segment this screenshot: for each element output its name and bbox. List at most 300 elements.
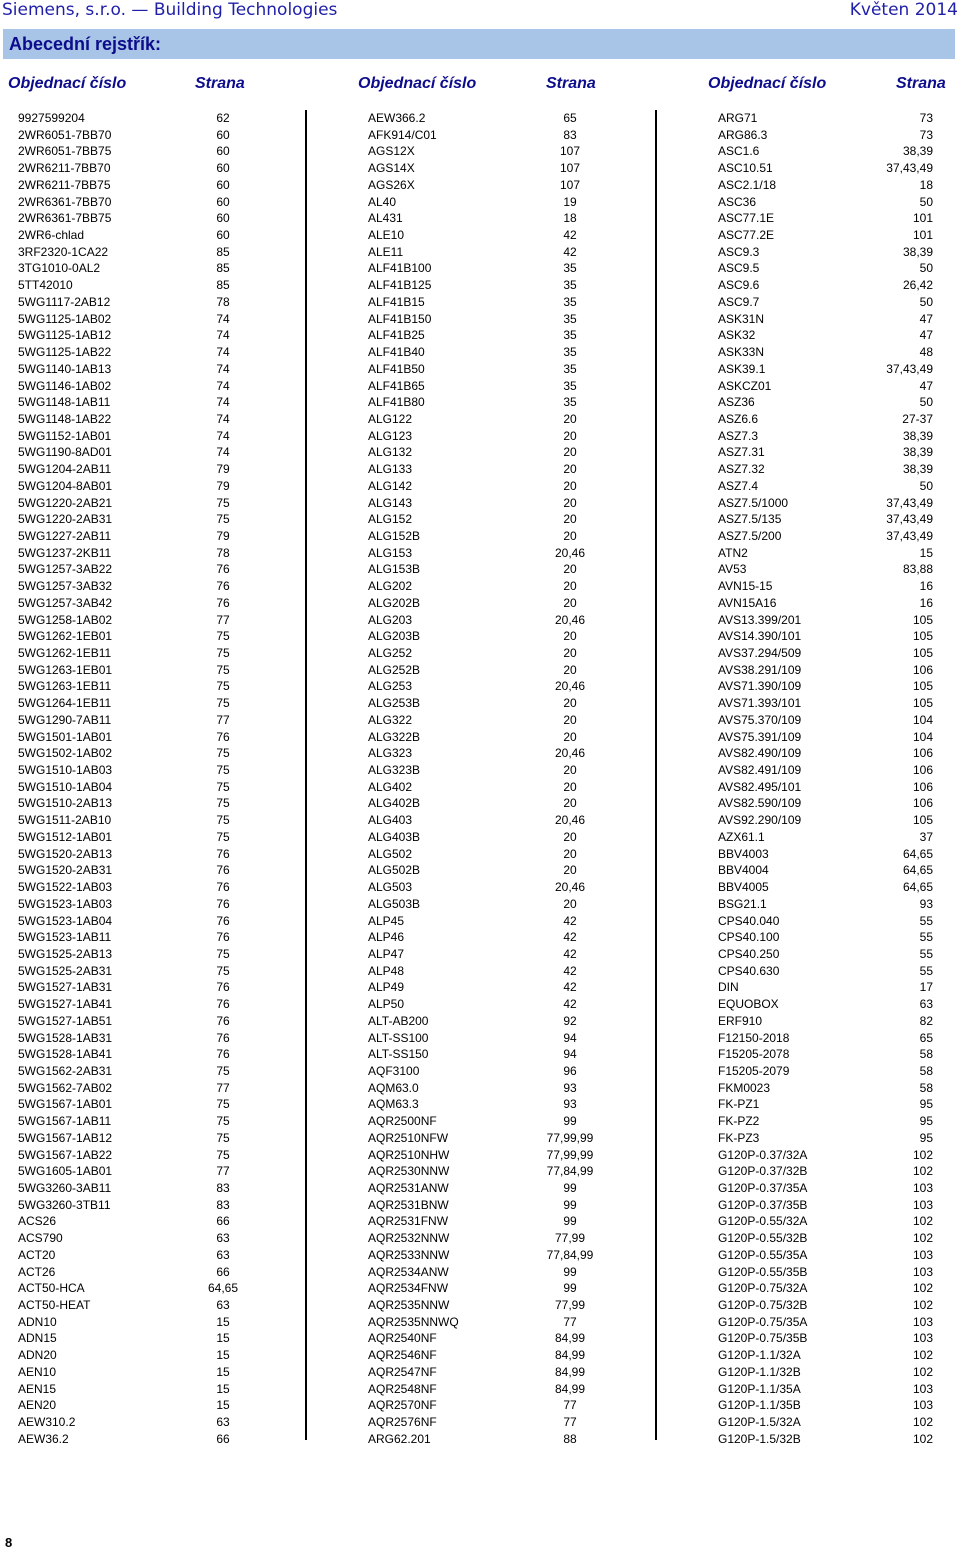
index-entry bbox=[718, 862, 953, 879]
index-entry bbox=[368, 444, 628, 461]
index-entry bbox=[18, 1080, 248, 1097]
page-reference: 20 bbox=[563, 896, 577, 911]
page-reference: 20,46 bbox=[554, 679, 586, 694]
order-number: ALT-SS150 bbox=[368, 1047, 429, 1062]
order-number: 5WG1527-1AB41 bbox=[18, 997, 113, 1012]
order-number: 5WG1523-1AB04 bbox=[18, 913, 113, 928]
order-number: 5WG1148-1AB22 bbox=[18, 411, 112, 426]
order-number: ASK31N bbox=[718, 311, 765, 326]
order-number: G120P-0.55/32B bbox=[718, 1231, 808, 1246]
index-entry bbox=[18, 1247, 248, 1264]
page-reference: 77,99 bbox=[554, 1231, 586, 1246]
order-number: AQR2548NF bbox=[368, 1381, 437, 1396]
index-entry bbox=[718, 1080, 953, 1097]
order-number: 5WG1523-1AB03 bbox=[18, 896, 113, 911]
order-number: CPS40.630 bbox=[718, 963, 780, 978]
order-number: G120P-0.75/32B bbox=[718, 1298, 808, 1313]
page-reference: 107 bbox=[559, 177, 581, 192]
order-number: AVS82.590/109 bbox=[718, 796, 802, 811]
index-entry bbox=[18, 528, 248, 545]
page-reference: 76 bbox=[216, 1047, 230, 1062]
index-entry bbox=[18, 1013, 248, 1030]
order-number: ALF41B150 bbox=[368, 311, 432, 326]
index-entry bbox=[368, 1330, 628, 1347]
index-column-2 bbox=[368, 110, 628, 1448]
index-entry bbox=[718, 428, 953, 445]
index-entry bbox=[718, 244, 953, 261]
order-number: AEW36.2 bbox=[18, 1431, 69, 1446]
order-number: ALG203 bbox=[368, 612, 413, 627]
index-entry bbox=[18, 1280, 248, 1297]
order-number: ASZ36 bbox=[718, 395, 755, 410]
index-entry bbox=[18, 1130, 248, 1147]
order-number: ALF41B100 bbox=[368, 261, 432, 276]
order-number: G120P-0.75/32A bbox=[718, 1281, 808, 1296]
index-entry bbox=[718, 829, 953, 846]
page-reference: 76 bbox=[216, 880, 230, 895]
page-reference: 75 bbox=[216, 696, 230, 711]
page-reference: 76 bbox=[216, 980, 230, 995]
page-reference: 99 bbox=[563, 1181, 577, 1195]
page-reference: 58 bbox=[919, 1063, 933, 1078]
order-number: 5WG1152-1AB01 bbox=[18, 428, 112, 443]
order-number: AQR2500NF bbox=[368, 1114, 437, 1129]
index-entry bbox=[368, 143, 628, 160]
index-entry bbox=[718, 1280, 953, 1297]
order-number: ALP45 bbox=[368, 913, 405, 928]
order-number: ALG403B bbox=[368, 829, 421, 844]
order-number: 5WG1510-1AB03 bbox=[18, 763, 113, 778]
page-reference: 75 bbox=[216, 1097, 230, 1112]
page-reference: 105 bbox=[912, 646, 933, 660]
index-entry bbox=[718, 1330, 953, 1347]
order-number: ALP48 bbox=[368, 963, 405, 978]
page-reference: 37,43,49 bbox=[886, 361, 933, 376]
page-reference: 75 bbox=[216, 746, 230, 761]
order-number: ALT-SS100 bbox=[368, 1030, 429, 1045]
page-reference: 20 bbox=[563, 646, 577, 660]
order-number: 5WG1237-2KB11 bbox=[18, 545, 112, 560]
index-title-bar bbox=[3, 29, 955, 59]
page-reference: 104 bbox=[912, 712, 933, 727]
page-reference: 96 bbox=[563, 1063, 577, 1078]
order-number: ASC2.1/18 bbox=[718, 177, 777, 192]
index-entry bbox=[368, 729, 628, 746]
index-entry bbox=[718, 946, 953, 963]
order-number: AQR2510NFW bbox=[368, 1130, 449, 1145]
page-reference: 103 bbox=[912, 1314, 933, 1329]
index-entry bbox=[18, 311, 248, 328]
page-reference: 42 bbox=[563, 913, 577, 928]
page-reference: 20 bbox=[563, 863, 577, 878]
index-entry bbox=[18, 578, 248, 595]
index-entry bbox=[368, 695, 628, 712]
page-reference: 75 bbox=[216, 679, 230, 694]
column-header-1 bbox=[8, 75, 248, 97]
page-reference: 106 bbox=[912, 779, 933, 794]
order-number: AQR2540NF bbox=[368, 1331, 437, 1346]
index-entry bbox=[18, 745, 248, 762]
page-reference: 85 bbox=[216, 278, 230, 293]
order-number: ALG502 bbox=[368, 846, 413, 861]
order-number: ALG403 bbox=[368, 813, 413, 828]
order-number: 5WG1525-2AB31 bbox=[18, 963, 113, 978]
page-reference: 20 bbox=[563, 411, 577, 426]
index-entry bbox=[18, 260, 248, 277]
order-number: 5WG1263-1EB11 bbox=[18, 679, 112, 694]
order-number: FK-PZ1 bbox=[718, 1097, 760, 1112]
index-entry bbox=[18, 1314, 248, 1331]
index-entry bbox=[368, 160, 628, 177]
order-number: 5WG3260-3AB11 bbox=[18, 1181, 112, 1195]
page-reference: 99 bbox=[563, 1114, 577, 1129]
page-reference: 106 bbox=[912, 763, 933, 778]
index-entry bbox=[718, 528, 953, 545]
page-reference: 55 bbox=[919, 930, 933, 945]
page-reference: 82 bbox=[919, 1013, 933, 1028]
page-reference: 47 bbox=[919, 378, 933, 393]
order-number: 5TT42010 bbox=[18, 278, 73, 293]
order-number: BBV4005 bbox=[718, 880, 769, 895]
page-reference: 107 bbox=[559, 161, 581, 176]
page-reference: 78 bbox=[216, 545, 230, 560]
page-reference: 64,65 bbox=[902, 863, 933, 878]
page-reference: 83 bbox=[216, 1181, 230, 1195]
order-number: ARG86.3 bbox=[718, 127, 768, 142]
order-number: AVN15A16 bbox=[718, 595, 777, 610]
page-reference: 20 bbox=[563, 478, 577, 493]
page-reference: 50 bbox=[919, 194, 933, 209]
page-reference: 105 bbox=[912, 629, 933, 644]
index-entry bbox=[18, 829, 248, 846]
index-entry bbox=[718, 1197, 953, 1214]
index-title: Abecední rejstřík: bbox=[9, 34, 162, 54]
order-number: AVS13.399/201 bbox=[718, 612, 802, 627]
order-number: ALF41B25 bbox=[368, 328, 425, 343]
index-entry bbox=[18, 963, 248, 980]
index-entry bbox=[368, 628, 628, 645]
index-column-1 bbox=[18, 110, 248, 1448]
index-entry bbox=[18, 946, 248, 963]
index-entry bbox=[18, 996, 248, 1013]
index-entry bbox=[368, 1096, 628, 1113]
order-number: AQM63.3 bbox=[368, 1097, 419, 1112]
order-number: 5WG1511-2AB10 bbox=[18, 813, 112, 828]
index-entry bbox=[368, 1347, 628, 1364]
page-reference: 102 bbox=[912, 1231, 933, 1246]
order-number: AGS14X bbox=[368, 161, 415, 176]
order-number: ALG152 bbox=[368, 512, 413, 527]
order-number: 2WR6361-7BB75 bbox=[18, 211, 112, 226]
order-number: ALG502B bbox=[368, 863, 421, 878]
index-entry bbox=[718, 227, 953, 244]
index-entry bbox=[18, 478, 248, 495]
index-entry bbox=[718, 311, 953, 328]
order-number: 3TG1010-0AL2 bbox=[18, 261, 101, 276]
order-number: 5WG1567-1AB01 bbox=[18, 1097, 113, 1112]
order-number: 5WG1522-1AB03 bbox=[18, 880, 113, 895]
page-reference: 101 bbox=[912, 228, 933, 243]
page-reference: 37,43,49 bbox=[886, 512, 933, 527]
page-reference: 20 bbox=[563, 428, 577, 443]
page-reference: 20 bbox=[563, 846, 577, 861]
order-number: 5WG1528-1AB31 bbox=[18, 1030, 113, 1045]
index-entry bbox=[368, 1163, 628, 1180]
page-reference: 76 bbox=[216, 913, 230, 928]
index-entry bbox=[18, 1297, 248, 1314]
index-entry bbox=[368, 712, 628, 729]
page-header bbox=[0, 0, 960, 22]
order-number: ADN10 bbox=[18, 1314, 57, 1329]
index-entry bbox=[368, 1197, 628, 1214]
index-entry bbox=[718, 963, 953, 980]
index-entry bbox=[718, 1397, 953, 1414]
page-reference: 62 bbox=[216, 111, 230, 125]
order-number: ACT20 bbox=[18, 1247, 56, 1262]
page-reference: 16 bbox=[919, 579, 933, 594]
order-number: ASC77.2E bbox=[718, 228, 775, 243]
order-number: F15205-2079 bbox=[718, 1063, 790, 1078]
page-reference: 74 bbox=[216, 311, 230, 326]
page-reference: 77 bbox=[216, 712, 230, 727]
order-number: 5WG1528-1AB41 bbox=[18, 1047, 113, 1062]
index-entry bbox=[718, 729, 953, 746]
order-number: 5WG1527-1AB51 bbox=[18, 1013, 113, 1028]
page-reference: 75 bbox=[216, 495, 230, 510]
page-reference: 77 bbox=[563, 1398, 577, 1413]
index-entry bbox=[368, 913, 628, 930]
page-reference: 99 bbox=[563, 1264, 577, 1279]
page-reference: 75 bbox=[216, 1063, 230, 1078]
index-entry bbox=[718, 846, 953, 863]
page-reference: 105 bbox=[912, 679, 933, 694]
order-number: 5WG1527-1AB31 bbox=[18, 980, 113, 995]
order-number: AEN20 bbox=[18, 1398, 57, 1413]
index-entry bbox=[368, 1364, 628, 1381]
page-reference: 75 bbox=[216, 813, 230, 828]
index-entry bbox=[718, 260, 953, 277]
index-entry bbox=[18, 929, 248, 946]
index-entry bbox=[368, 645, 628, 662]
page-reference: 35 bbox=[563, 294, 577, 309]
order-number: 3RF2320-1CA22 bbox=[18, 244, 109, 259]
index-entry bbox=[718, 1130, 953, 1147]
page-reference: 60 bbox=[216, 211, 230, 226]
order-number: ALG202B bbox=[368, 595, 421, 610]
index-entry bbox=[18, 1364, 248, 1381]
page-reference: 75 bbox=[216, 946, 230, 961]
order-number: ALG322 bbox=[368, 712, 413, 727]
index-entry bbox=[368, 428, 628, 445]
index-entry bbox=[718, 1431, 953, 1448]
page-reference: 65 bbox=[919, 1030, 933, 1045]
index-entry bbox=[368, 896, 628, 913]
page-reference: 20 bbox=[563, 462, 577, 477]
index-entry bbox=[368, 1431, 628, 1448]
index-entry bbox=[18, 160, 248, 177]
page-reference: 76 bbox=[216, 579, 230, 594]
page-reference: 103 bbox=[912, 1247, 933, 1262]
page-reference: 102 bbox=[912, 1298, 933, 1313]
page-reference: 20 bbox=[563, 662, 577, 677]
index-entry bbox=[18, 127, 248, 144]
order-number: ASZ7.5/135 bbox=[718, 512, 782, 527]
order-number: G120P-1.1/32B bbox=[718, 1364, 801, 1379]
page-reference: 15 bbox=[216, 1331, 230, 1346]
order-number: AQR2535NNW bbox=[368, 1298, 450, 1313]
order-number: ASC9.7 bbox=[718, 294, 760, 309]
page-reference: 20 bbox=[563, 495, 577, 510]
order-number-header: Objednací číslo bbox=[708, 75, 827, 92]
order-number: F15205-2078 bbox=[718, 1047, 790, 1062]
page-reference: 20 bbox=[563, 512, 577, 527]
index-entry bbox=[368, 210, 628, 227]
page-reference: 94 bbox=[563, 1030, 577, 1045]
index-entry bbox=[368, 846, 628, 863]
page-reference: 76 bbox=[216, 562, 230, 577]
index-entry bbox=[368, 1046, 628, 1063]
order-number: 2WR6361-7BB70 bbox=[18, 194, 112, 209]
index-entry bbox=[718, 1314, 953, 1331]
page-reference: 16 bbox=[919, 595, 933, 610]
index-entry bbox=[18, 1113, 248, 1130]
order-number: ALG503 bbox=[368, 880, 413, 895]
index-entry bbox=[368, 561, 628, 578]
page-reference: 93 bbox=[563, 1080, 577, 1095]
page-reference: 35 bbox=[563, 278, 577, 293]
order-number: ASK32 bbox=[718, 328, 756, 343]
page-reference: 20 bbox=[563, 445, 577, 460]
page-reference: 77,99,99 bbox=[546, 1130, 594, 1145]
page-reference: 75 bbox=[216, 963, 230, 978]
page-reference: 37,43,49 bbox=[886, 161, 933, 176]
order-number: ASK33N bbox=[718, 345, 765, 360]
index-entry bbox=[18, 327, 248, 344]
index-entry bbox=[718, 712, 953, 729]
page-reference: 35 bbox=[563, 395, 577, 410]
page-reference: 20,46 bbox=[554, 813, 586, 828]
order-number: 5WG1523-1AB11 bbox=[18, 930, 112, 945]
order-number: 5WG1567-1AB22 bbox=[18, 1147, 113, 1162]
page-reference: 38,39 bbox=[902, 244, 933, 259]
order-number: ALF41B15 bbox=[368, 294, 425, 309]
order-number: 5WG1290-7AB11 bbox=[18, 712, 112, 727]
page-reference: 105 bbox=[912, 813, 933, 828]
order-number: AQR2530NNW bbox=[368, 1164, 450, 1179]
index-entry bbox=[368, 1381, 628, 1398]
page-reference: 79 bbox=[216, 478, 230, 493]
page-reference: 77,99,99 bbox=[546, 1147, 594, 1162]
order-number: 5WG1148-1AB11 bbox=[18, 395, 111, 410]
order-number: ALG203B bbox=[368, 629, 421, 644]
index-entry bbox=[18, 277, 248, 294]
page-reference: 74 bbox=[216, 395, 230, 410]
index-entry bbox=[18, 1163, 248, 1180]
index-entry bbox=[718, 1046, 953, 1063]
index-entry bbox=[718, 1414, 953, 1431]
page-reference: 93 bbox=[919, 896, 933, 911]
column-header-2 bbox=[358, 75, 598, 97]
page-reference: 42 bbox=[563, 997, 577, 1012]
order-number: G120P-1.1/32A bbox=[718, 1348, 801, 1363]
page-reference: 26,42 bbox=[902, 278, 933, 293]
order-number: 5WG1567-1AB12 bbox=[18, 1130, 113, 1145]
index-entry bbox=[368, 662, 628, 679]
order-number: ASZ7.4 bbox=[718, 478, 759, 493]
order-number: 5WG1502-1AB02 bbox=[18, 746, 113, 761]
order-number: ADN15 bbox=[18, 1331, 57, 1346]
index-entry bbox=[18, 194, 248, 211]
page-reference: 95 bbox=[919, 1130, 933, 1145]
page-reference: 18 bbox=[919, 177, 933, 192]
index-entry bbox=[368, 194, 628, 211]
page-reference: 76 bbox=[216, 1013, 230, 1028]
order-number: ALT-AB200 bbox=[368, 1013, 429, 1028]
index-entry bbox=[718, 327, 953, 344]
index-entry bbox=[718, 394, 953, 411]
order-number: ALP47 bbox=[368, 946, 405, 961]
page-reference: 94 bbox=[563, 1047, 577, 1062]
order-number: 5WG1510-1AB04 bbox=[18, 779, 113, 794]
page-reference: 106 bbox=[912, 662, 933, 677]
page-reference: 63 bbox=[216, 1298, 230, 1313]
order-number: AL431 bbox=[368, 211, 403, 226]
index-entry bbox=[368, 311, 628, 328]
order-number: ASKCZ01 bbox=[718, 378, 772, 393]
page-reference: 35 bbox=[563, 311, 577, 326]
page-reference: 102 bbox=[912, 1147, 933, 1162]
page-reference: 76 bbox=[216, 863, 230, 878]
index-entry bbox=[368, 1030, 628, 1047]
order-number: AFK914/C01 bbox=[368, 127, 437, 142]
column-divider bbox=[305, 110, 307, 1440]
index-entry bbox=[368, 979, 628, 996]
page-reference: 75 bbox=[216, 662, 230, 677]
page-reference: 64,65 bbox=[902, 846, 933, 861]
index-entry bbox=[718, 996, 953, 1013]
page-reference: 60 bbox=[216, 228, 230, 243]
page-reference: 35 bbox=[563, 261, 577, 276]
index-entry bbox=[18, 461, 248, 478]
order-number: ALG402B bbox=[368, 796, 421, 811]
page-reference: 77 bbox=[563, 1314, 577, 1329]
order-number: ERF910 bbox=[718, 1013, 763, 1028]
page-reference: 102 bbox=[912, 1214, 933, 1229]
index-entry bbox=[368, 795, 628, 812]
order-number: 5WG1257-3AB32 bbox=[18, 579, 113, 594]
order-number: ALG322B bbox=[368, 729, 421, 744]
order-number: AGS12X bbox=[368, 144, 415, 159]
index-entry bbox=[18, 411, 248, 428]
index-entry bbox=[718, 1147, 953, 1164]
index-entry bbox=[18, 495, 248, 512]
order-number: ACT50-HCA bbox=[18, 1281, 85, 1296]
index-entry bbox=[368, 996, 628, 1013]
page-reference: 74 bbox=[216, 378, 230, 393]
order-number: ALG142 bbox=[368, 478, 413, 493]
order-number: ALF41B65 bbox=[368, 378, 425, 393]
page-reference: 74 bbox=[216, 445, 230, 460]
order-number: ALG323 bbox=[368, 746, 413, 761]
page-reference: 75 bbox=[216, 829, 230, 844]
page-reference: 95 bbox=[919, 1114, 933, 1129]
index-entry bbox=[18, 177, 248, 194]
order-number: G120P-0.55/35A bbox=[718, 1247, 808, 1262]
page-reference: 37 bbox=[919, 829, 933, 844]
order-number: ACS26 bbox=[18, 1214, 57, 1229]
index-entry bbox=[18, 678, 248, 695]
page-reference: 74 bbox=[216, 328, 230, 343]
